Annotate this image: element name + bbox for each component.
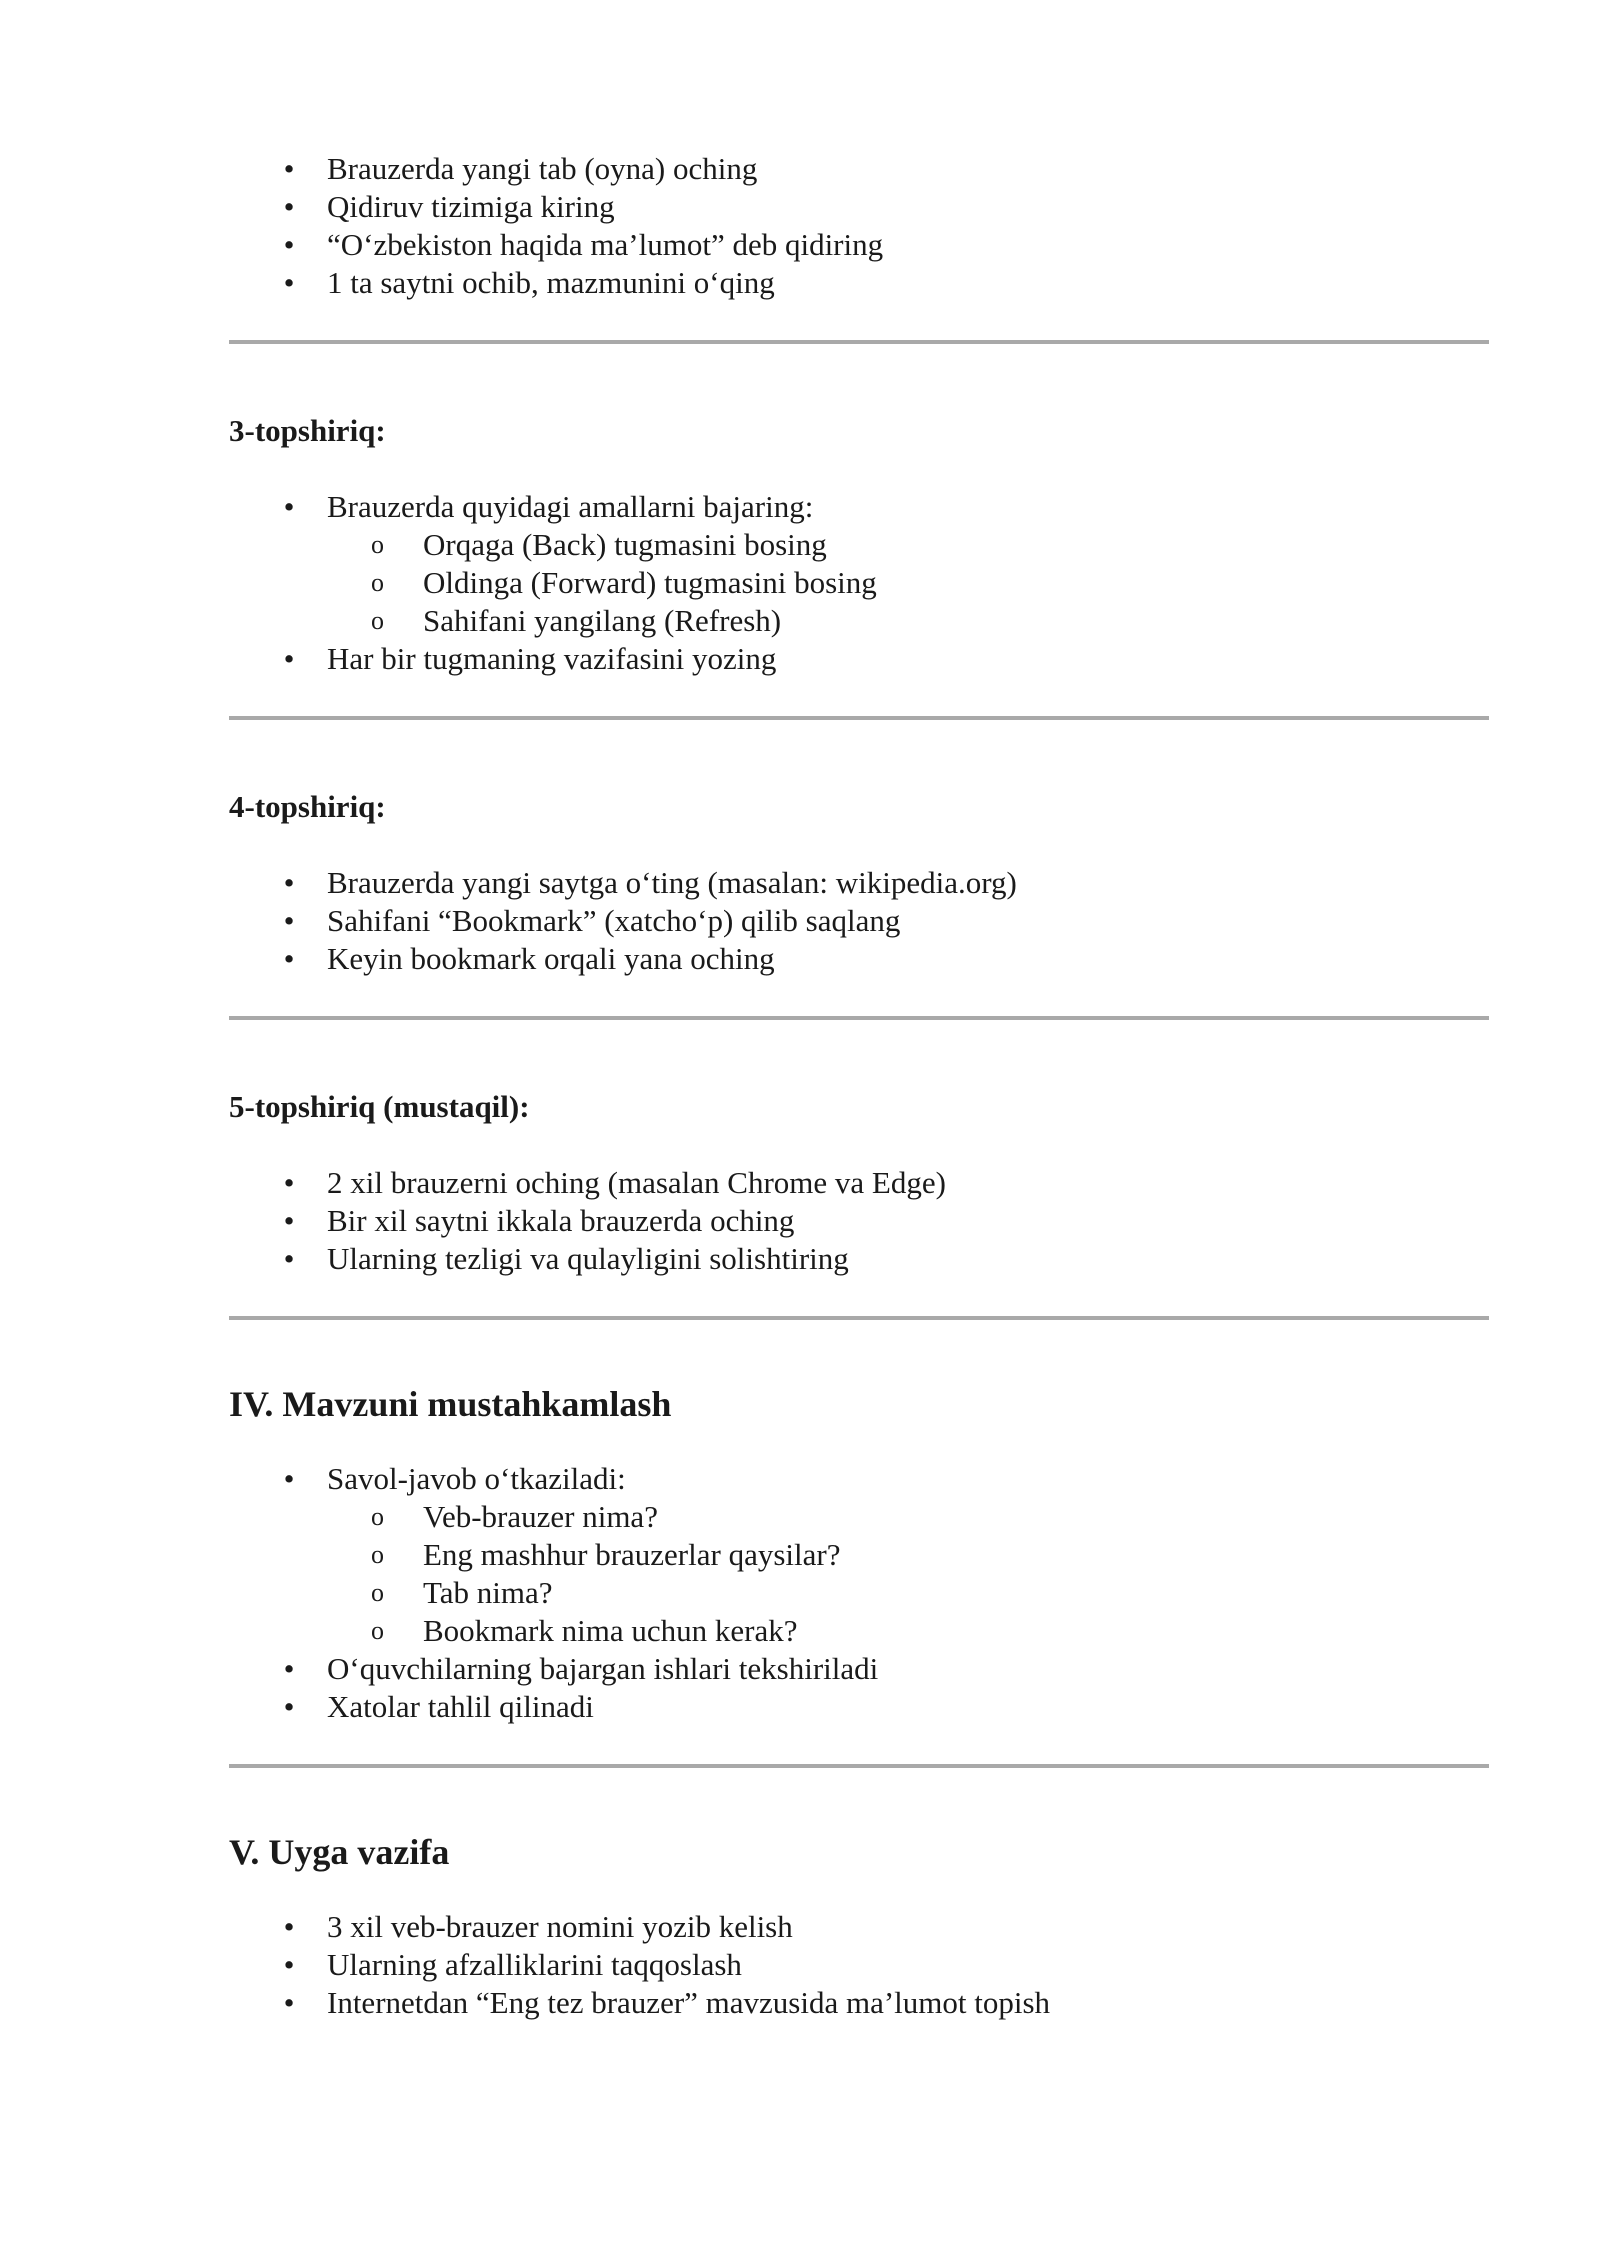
section4-list bbox=[229, 1460, 1489, 1726]
circle-bullet-icon: o bbox=[371, 1616, 384, 1645]
bullet-icon: • bbox=[283, 227, 295, 262]
task3-sublist bbox=[327, 526, 1489, 640]
circle-bullet-icon: o bbox=[371, 1502, 384, 1531]
task5-heading: 5-topshiriq (mustaqil): bbox=[229, 1089, 530, 1124]
sublist-item: o Eng mashhur brauzerlar qaysilar? bbox=[371, 1537, 841, 1572]
bullet-icon: • bbox=[283, 265, 295, 300]
list-item: • Ularning afzalliklarini taqqoslash bbox=[229, 1946, 1489, 1984]
list-item: • Ularning tezligi va qulayligini solishtiring bbox=[229, 1240, 1489, 1278]
list-item: • Sahifani “Bookmark” (xatcho‘p) qilib saqlang bbox=[229, 902, 1489, 940]
bullet-icon: • bbox=[283, 903, 295, 938]
bullet-icon: • bbox=[283, 1947, 295, 1982]
bullet-icon: • bbox=[283, 1241, 295, 1276]
list-item: • Har bir tugmaning vazifasini yozing bbox=[229, 640, 1489, 678]
sublist-item: o Sahifani yangilang (Refresh) bbox=[371, 603, 782, 638]
circle-bullet-icon: o bbox=[371, 606, 384, 635]
bullet-icon: • bbox=[283, 189, 295, 224]
list-item: • 2 xil brauzerni oching (masalan Chrome va Edge) bbox=[229, 1164, 1489, 1202]
list-item: • 3 xil veb-brauzer nomini yozib kelish bbox=[229, 1908, 1489, 1946]
bullet-icon: • bbox=[283, 1203, 295, 1238]
sublist-item: o Veb-brauzer nima? bbox=[371, 1499, 658, 1534]
list-item: • “O‘zbekiston haqida ma’lumot” deb qidiring bbox=[229, 226, 1489, 264]
divider bbox=[229, 716, 1489, 720]
bullet-icon: • bbox=[283, 1909, 295, 1944]
list-item: • Brauzerda yangi saytga o‘ting (masalan: wikipedia.org) bbox=[229, 864, 1489, 902]
bullet-icon: • bbox=[283, 151, 295, 186]
divider bbox=[229, 340, 1489, 344]
list-item: • Keyin bookmark orqali yana oching bbox=[229, 940, 1489, 978]
bullet-icon: • bbox=[283, 865, 295, 900]
list-item: • 1 ta saytni ochib, mazmunini o‘qing bbox=[229, 264, 1489, 302]
task5-list bbox=[229, 1164, 1489, 1278]
circle-bullet-icon: o bbox=[371, 568, 384, 597]
task3-heading: 3-topshiriq: bbox=[229, 413, 386, 448]
bullet-icon: • bbox=[283, 489, 295, 524]
bullet-icon: • bbox=[283, 1651, 295, 1686]
bullet-icon: • bbox=[283, 941, 295, 976]
sublist-item: o Bookmark nima uchun kerak? bbox=[371, 1613, 798, 1648]
bullet-icon: • bbox=[283, 1985, 295, 2020]
section5-list bbox=[229, 1908, 1489, 2022]
intro-list bbox=[229, 150, 1489, 302]
sublist-item: o Oldinga (Forward) tugmasini bosing bbox=[371, 565, 877, 600]
task4-heading: 4-topshiriq: bbox=[229, 789, 386, 824]
list-item: • Brauzerda quyidagi amallarni bajaring: o Orqaga (Back) tugmasini bosing o Oldinga (Forward) tugmasini bosing o Sahifani yangilang (Refresh) bbox=[229, 488, 1489, 640]
circle-bullet-icon: o bbox=[371, 530, 384, 559]
section4-heading: IV. Mavzuni mustahkamlash bbox=[229, 1384, 672, 1424]
list-item: • Xatolar tahlil qilinadi bbox=[229, 1688, 1489, 1726]
bullet-icon: • bbox=[283, 1165, 295, 1200]
sublist-item: o Tab nima? bbox=[371, 1575, 553, 1610]
list-item: • O‘quvchilarning bajargan ishlari tekshiriladi bbox=[229, 1650, 1489, 1688]
bullet-icon: • bbox=[283, 641, 295, 676]
circle-bullet-icon: o bbox=[371, 1540, 384, 1569]
circle-bullet-icon: o bbox=[371, 1578, 384, 1607]
task4-list bbox=[229, 864, 1489, 978]
list-item: • Qidiruv tizimiga kiring bbox=[229, 188, 1489, 226]
divider bbox=[229, 1016, 1489, 1020]
section5-heading: V. Uyga vazifa bbox=[229, 1832, 450, 1872]
section4-sublist bbox=[327, 1498, 1489, 1650]
list-item: • Savol-javob o‘tkaziladi: o Veb-brauzer nima? o Eng mashhur brauzerlar qaysilar? o Tab nima? o Bookmark nima uchun kerak? bbox=[229, 1460, 1489, 1650]
document-page bbox=[229, 150, 1489, 2022]
list-item: • Brauzerda yangi tab (oyna) oching bbox=[229, 150, 1489, 188]
bullet-icon: • bbox=[283, 1689, 295, 1724]
list-item: • Bir xil saytni ikkala brauzerda oching bbox=[229, 1202, 1489, 1240]
task3-list bbox=[229, 488, 1489, 678]
divider bbox=[229, 1316, 1489, 1320]
divider bbox=[229, 1764, 1489, 1768]
bullet-icon: • bbox=[283, 1461, 295, 1496]
list-item: • Internetdan “Eng tez brauzer” mavzusida ma’lumot topish bbox=[229, 1984, 1489, 2022]
sublist-item: o Orqaga (Back) tugmasini bosing bbox=[371, 527, 827, 562]
